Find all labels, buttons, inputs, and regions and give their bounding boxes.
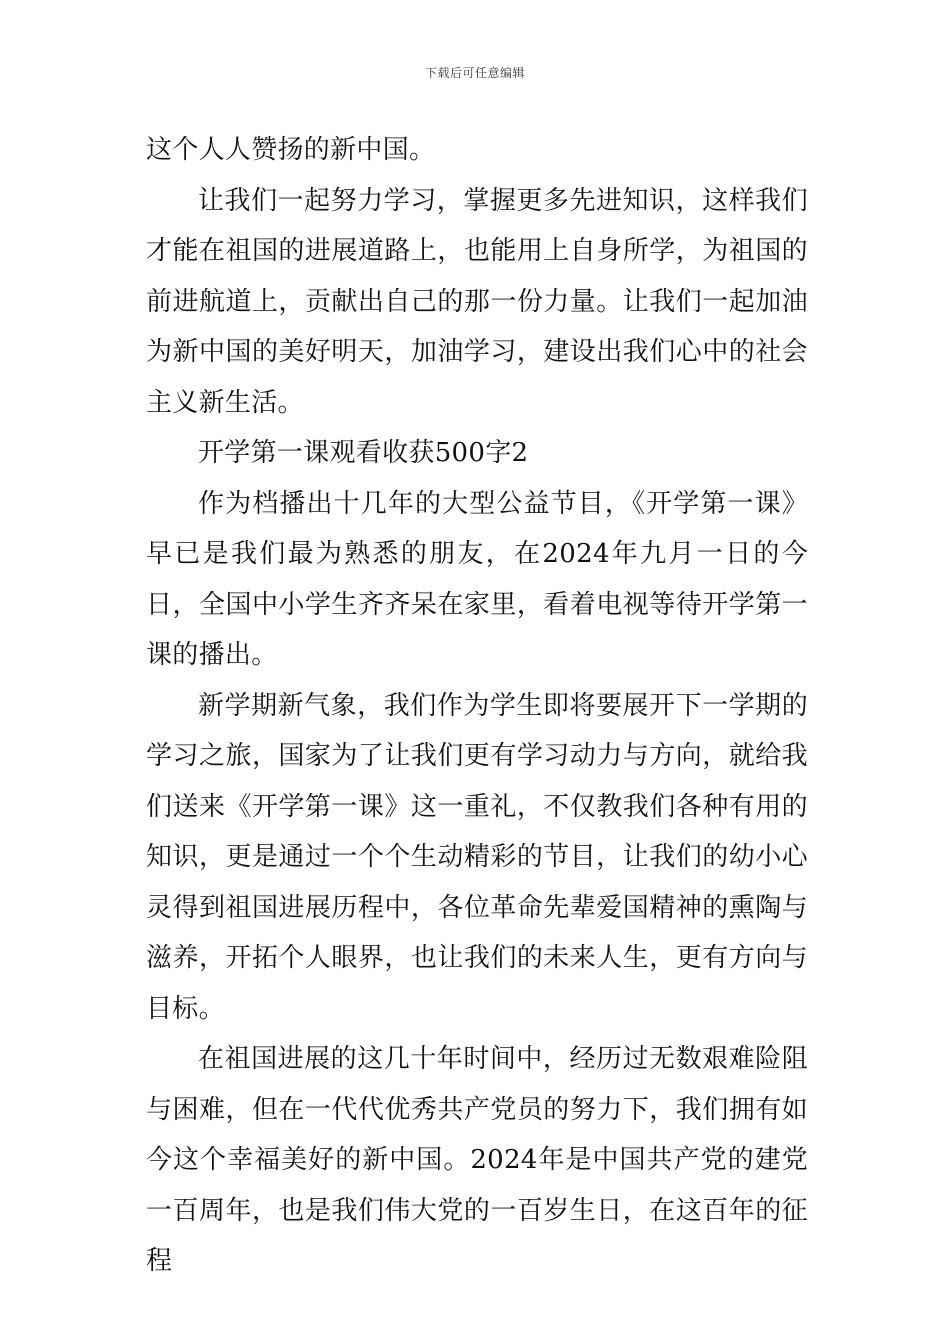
section-heading: 开学第一课观看收获500字2 (198, 438, 529, 468)
paragraph-continuation: 这个人人赞扬的新中国。 (146, 135, 436, 165)
paragraph-study-together: 让我们一起努力学习，掌握更多先进知识，这样我们才能在祖国的进展道路上，也能用上自身所学，为祖国的前进航道上，贡献出自己的那一份力量。让我们一起加油为新中国的美好明天，加油学习，建设出我们心中的社会主义新生活。 (146, 185, 808, 418)
paragraph-program-intro: 作为档播出十几年的大型公益节目，《开学第一课》早已是我们最为熟悉的朋友，在2024年九月一日的今日，全国中小学生齐齐呆在家里，看着电视等待开学第一课的播出。 (146, 488, 808, 670)
page-header: 下载后可任意编辑 (424, 66, 525, 80)
document-body (146, 125, 808, 1287)
paragraph-new-semester: 新学期新气象，我们作为学生即将要展开下一学期的学习之旅，国家为了让我们更有学习动力与方向，就给我们送来《开学第一课》这一重礼，不仅教我们各种有用的知识，更是通过一个个生动精彩的节目，让我们的幼小心灵得到祖国进展历程中，各位革命先辈爱国精神的熏陶与滋养，开拓个人眼界，也让我们的未来人生，更有方向与目标。 (146, 690, 808, 1024)
paragraph-party-history: 在祖国进展的这几十年时间中，经历过无数艰难险阻与困难，但在一代代优秀共产党员的努力下，我们拥有如今这个幸福美好的新中国。2024年是中国共产党的建党一百周年，也是我们伟大党的一百岁生日，在这百年的征程 (146, 1044, 808, 1276)
